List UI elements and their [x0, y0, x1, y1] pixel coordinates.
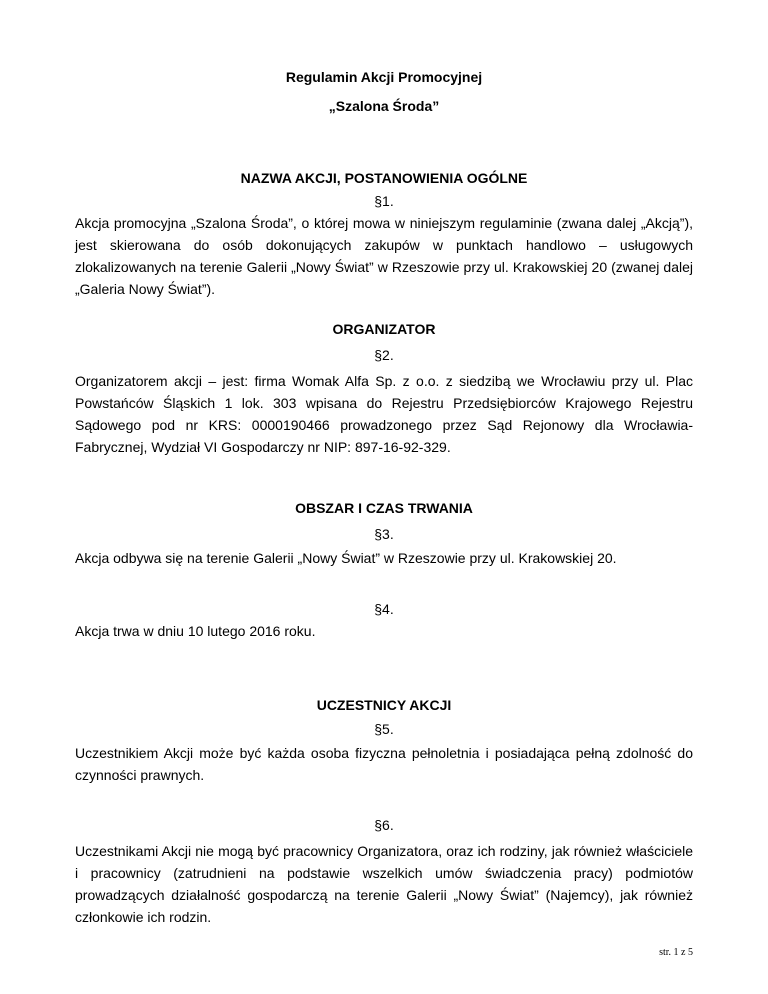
document-title: Regulamin Akcji Promocyjnej	[285, 69, 483, 85]
paragraph-text-4: Akcja trwa w dniu 10 lutego 2016 roku.	[75, 623, 316, 639]
page-number: str. 1 z 5	[659, 947, 693, 958]
section-heading-uczestnicy: UCZESTNICY AKCJI	[316, 697, 452, 713]
paragraph-text-2: Organizatorem akcji – jest: firma Womak Alfa Sp. z o.o. z siedzibą we Wrocławiu przy ul. Plac Powstańców Śląskich 1 lok. 303 wpisana do Rejestru Przedsiębiorców Krajowego Rejestru Sądowego pod nr KRS: 0000190466 prowadzonego przez Sąd Rejonowy dla Wrocławia-Fabrycznej, Wydział VI Gospodarczy nr NIP: 897-16-92-329.	[75, 373, 693, 455]
paragraph-number-1: §1.	[374, 193, 394, 209]
paragraph-text-1: Akcja promocyjna „Szalona Środa”, o której mowa w niniejszym regulaminie (zwana dalej „Akcją”), jest skierowana do osób dokonujących zakupów w punktach handlowo – usługowych zlokalizowanych na terenie Galerii „Nowy Świat” w Rzeszowie przy ul. Krakowskiej 20 (zwanej dalej „Galeria Nowy Świat”).	[75, 215, 693, 297]
paragraph-number-2: §2.	[374, 347, 394, 363]
paragraph-text-5: Uczestnikiem Akcji może być każda osoba fizyczna pełnoletnia i posiadająca pełną zdolność do czynności prawnych.	[75, 745, 693, 783]
paragraph-number-5: §5.	[374, 721, 394, 737]
section-heading-obszar: OBSZAR I CZAS TRWANIA	[295, 500, 473, 516]
paragraph-number-3: §3.	[374, 526, 394, 542]
paragraph-number-4: §4.	[374, 601, 394, 617]
section-heading-nazwa-akcji: NAZWA AKCJI, POSTANOWIENIA OGÓLNE	[240, 170, 528, 186]
document-subtitle: „Szalona Środa”	[328, 98, 440, 114]
section-heading-organizator: ORGANIZATOR	[332, 321, 436, 337]
paragraph-text-6: Uczestnikami Akcji nie mogą być pracownicy Organizatora, oraz ich rodziny, jak również właściciele i pracownicy (zatrudnieni na podstawie wszelkich umów świadczenia pracy) podmiotów prowadzących działalność gospodarczą na terenie Galerii „Nowy Świat” (Najemcy), jak również członkowie ich rodzin.	[75, 843, 693, 925]
paragraph-number-6: §6.	[374, 817, 394, 833]
paragraph-text-3: Akcja odbywa się na terenie Galerii „Nowy Świat” w Rzeszowie przy ul. Krakowskiej 20.	[75, 550, 617, 566]
